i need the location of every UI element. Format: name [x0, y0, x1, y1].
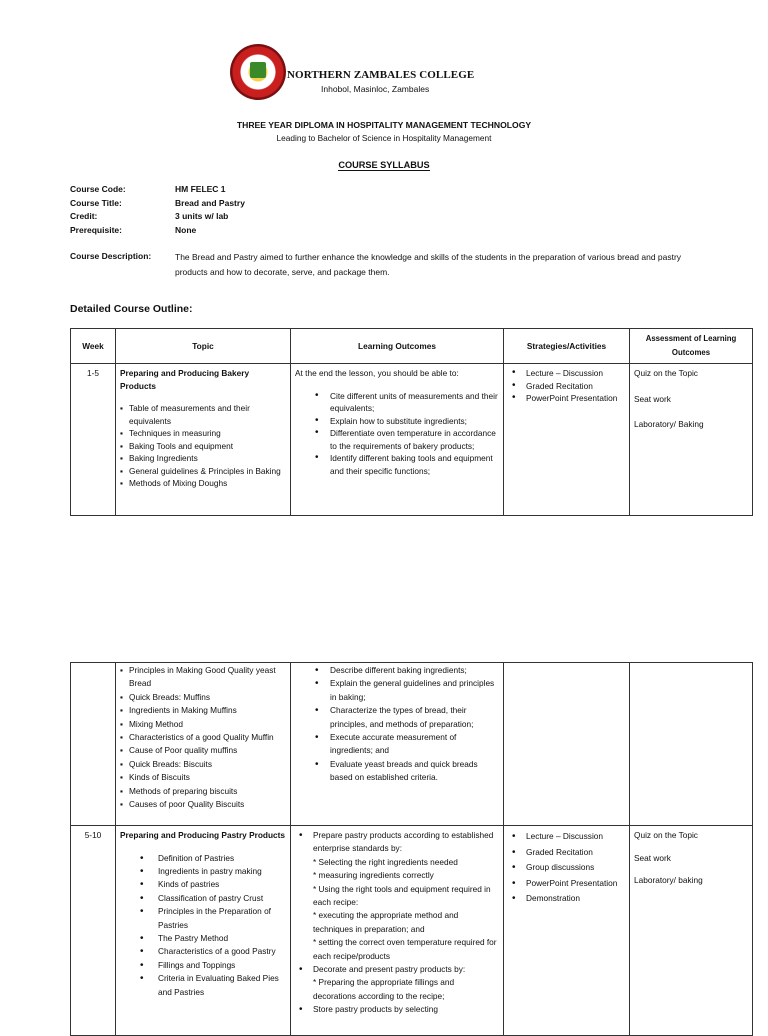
assessment-item: Quiz on the Topic [634, 368, 698, 378]
outcome-sub: * executing the appropriate method and techniques in preparation; and [313, 910, 459, 934]
assessment-item: Seat work [634, 393, 671, 404]
list-item: • Ingredients in pastry making [120, 865, 286, 878]
outcomes-cell [291, 826, 504, 1036]
topic-cell [116, 663, 291, 826]
column-header-topic: Topic [116, 329, 291, 364]
list-item: ▪ Methods of Mixing Doughs [120, 477, 286, 490]
list-item: ▪ Causes of poor Quality Biscuits [120, 798, 286, 811]
list-item: ▪ Methods of preparing biscuits [120, 785, 286, 798]
outcomes-cell [291, 364, 504, 516]
list-item: • The Pastry Method [120, 932, 286, 945]
list-item: • Fillings and Toppings [120, 959, 286, 972]
spacer [120, 392, 286, 402]
syllabus-heading-text: COURSE SYLLABUS [338, 160, 430, 170]
list-item: • Characteristics of a good Pastry [120, 945, 286, 958]
prerequisite-label: Prerequisite: [70, 225, 122, 235]
list-item: ▪ Baking Tools and equipment [120, 440, 286, 453]
outcome-sub: * setting the correct oven temperature required for each recipe/products [313, 937, 497, 961]
outcomes-list [295, 390, 499, 478]
strategies-list [508, 829, 625, 907]
spacer [634, 842, 748, 852]
list-item: ▪ Principles in Making Good Quality yeast Bread [120, 664, 286, 691]
credit-label: Credit: [70, 211, 98, 221]
credit-value: 3 units w/ lab [175, 211, 229, 221]
topic-cell [116, 826, 291, 1036]
list-item: • Explain the general guidelines and principles in baking; [295, 677, 499, 704]
spacer [634, 405, 748, 418]
list-item: • Explain how to substitute ingredients; [295, 415, 499, 428]
list-item: • Characterize the types of bread, their principles, and methods of preparation; [295, 704, 499, 731]
list-item: • Differentiate oven temperature in accordance to the requirements of bakery products; [295, 427, 499, 452]
list-item: • Group discussions [508, 860, 625, 876]
list-item: • Lecture – Discussion [508, 829, 625, 845]
outline-heading: Detailed Course Outline: [70, 303, 193, 315]
list-item: • Describe different baking ingredients; [295, 664, 499, 677]
course-code-label: Course Code: [70, 184, 126, 194]
table-row [71, 826, 753, 1036]
spacer [295, 380, 499, 390]
list-item: • Lecture – Discussion [508, 367, 625, 380]
topic-title: Preparing and Producing Pastry Products [120, 830, 286, 840]
table-header-row [71, 329, 753, 364]
list-item: ▪ Quick Breads: Biscuits [120, 758, 286, 771]
list-item: ▪ Table of measurements and their equivalents [120, 402, 286, 427]
list-item: ▪ Quick Breads: Muffins [120, 691, 286, 704]
list-item: ▪ General guidelines & Principles in Baking [120, 465, 286, 478]
list-item: • Classification of pastry Crust [120, 892, 286, 905]
list-item: • PowerPoint Presentation [508, 876, 625, 892]
assessment-item: Seat work [634, 852, 671, 863]
table-row [71, 663, 753, 826]
assessment-item: Laboratory/ baking [634, 875, 703, 885]
assessment-cell [630, 826, 753, 1036]
course-title-label: Course Title: [70, 198, 122, 208]
topic-list [120, 852, 286, 999]
college-address: Inhobol, Masinloc, Zambales [321, 84, 430, 94]
course-description: The Bread and Pastry aimed to further enhance the knowledge and skills of the students in the preparation of various bread and pastry products and how to decorate, serve, and package them. [175, 252, 682, 277]
college-seal-logo [230, 44, 286, 100]
week-cell: 1-5 [71, 364, 116, 516]
course-title-value: Bread and Pastry [175, 198, 245, 208]
list-item: • Graded Recitation [508, 845, 625, 861]
list-item: • PowerPoint Presentation [508, 392, 625, 405]
seal-emblem-icon [250, 62, 266, 78]
syllabus-heading [0, 160, 768, 170]
topic-list [120, 402, 286, 490]
spacer [634, 380, 748, 393]
description-label: Course Description: [70, 251, 152, 261]
column-header-assessment: Assessment of Learning Outcomes [630, 329, 753, 364]
outcome-text: • Prepare pastry products according to established enterprise standards by: [313, 830, 494, 854]
list-item: • Identify different baking tools and equipment and their specific functions; [295, 452, 499, 477]
column-header-strategies: Strategies/Activities [504, 329, 630, 364]
outcomes-cell [291, 663, 504, 826]
list-item: ▪ Baking Ingredients [120, 452, 286, 465]
list-item: • Cite different units of measurements and their equivalents; [295, 390, 499, 415]
strategies-list [508, 367, 625, 405]
table-row [71, 364, 753, 516]
column-header-outcomes: Learning Outcomes [291, 329, 504, 364]
strategies-cell [504, 826, 630, 1036]
assessment-item: Quiz on the Topic [634, 830, 698, 840]
list-item: • Principles in the Preparation of Pastries [120, 905, 286, 932]
list-item: ▪ Ingredients in Making Muffins [120, 704, 286, 717]
topic-title: Preparing and Producing Bakery Products [120, 368, 250, 391]
topic-cell [116, 364, 291, 516]
college-name: NORTHERN ZAMBALES COLLEGE [287, 69, 475, 81]
list-item: • Kinds of pastries [120, 878, 286, 891]
list-item: ▪ Mixing Method [120, 718, 286, 731]
course-outline-table [70, 328, 753, 516]
outcome-text: • Decorate and present pastry products by: [313, 964, 466, 975]
outcome-sub: * Using the right tools and equipment required in each recipe: [313, 883, 491, 908]
spacer [120, 842, 286, 852]
list-item: • Execute accurate measurement of ingredients; and [295, 731, 499, 758]
list-item: ▪ Characteristics of a good Quality Muffin [120, 731, 286, 744]
list-item [295, 963, 499, 1003]
list-item: • Graded Recitation [508, 380, 625, 393]
list-item [295, 829, 499, 963]
column-header-week: Week [71, 329, 116, 364]
program-title: THREE YEAR DIPLOMA IN HOSPITALITY MANAGEMENT TECHNOLOGY [236, 120, 532, 130]
list-item: ▪ Kinds of Biscuits [120, 771, 286, 784]
week-cell: 5-10 [71, 826, 116, 1036]
outcomes-intro: At the end the lesson, you should be able to: [295, 368, 459, 378]
program-subtitle: Leading to Bachelor of Science in Hospitality Management [276, 133, 492, 143]
spacer [634, 864, 748, 874]
list-item: ▪ Techniques in measuring [120, 427, 286, 440]
assessment-item: Laboratory/ Baking [634, 419, 704, 429]
list-item: • Criteria in Evaluating Baked Pies and Pastries [120, 972, 286, 999]
course-outline-table-continued [70, 662, 753, 1036]
assessment-cell [630, 364, 753, 516]
list-item: • Evaluate yeast breads and quick breads based on established criteria. [295, 758, 499, 785]
strategies-cell [504, 364, 630, 516]
topic-list [120, 664, 286, 811]
list-item: • Definition of Pastries [120, 852, 286, 865]
course-code-value: HM FELEC 1 [175, 184, 226, 194]
list-item: • Store pastry products by selecting [295, 1003, 499, 1016]
week-cell [71, 663, 116, 826]
outcomes-list [295, 664, 499, 785]
strategies-cell [504, 663, 630, 826]
outcomes-list [295, 829, 499, 1017]
prerequisite-value: None [175, 225, 197, 235]
assessment-cell [630, 663, 753, 826]
outcome-sub: * Preparing the appropriate fillings and decorations according to the recipe; [313, 977, 455, 1001]
outcome-sub: * Selecting the right ingredients needed [313, 856, 458, 867]
outcome-sub: * measuring ingredients correctly [313, 870, 434, 881]
list-item: • Demonstration [508, 891, 625, 907]
list-item: ▪ Cause of Poor quality muffins [120, 744, 286, 757]
